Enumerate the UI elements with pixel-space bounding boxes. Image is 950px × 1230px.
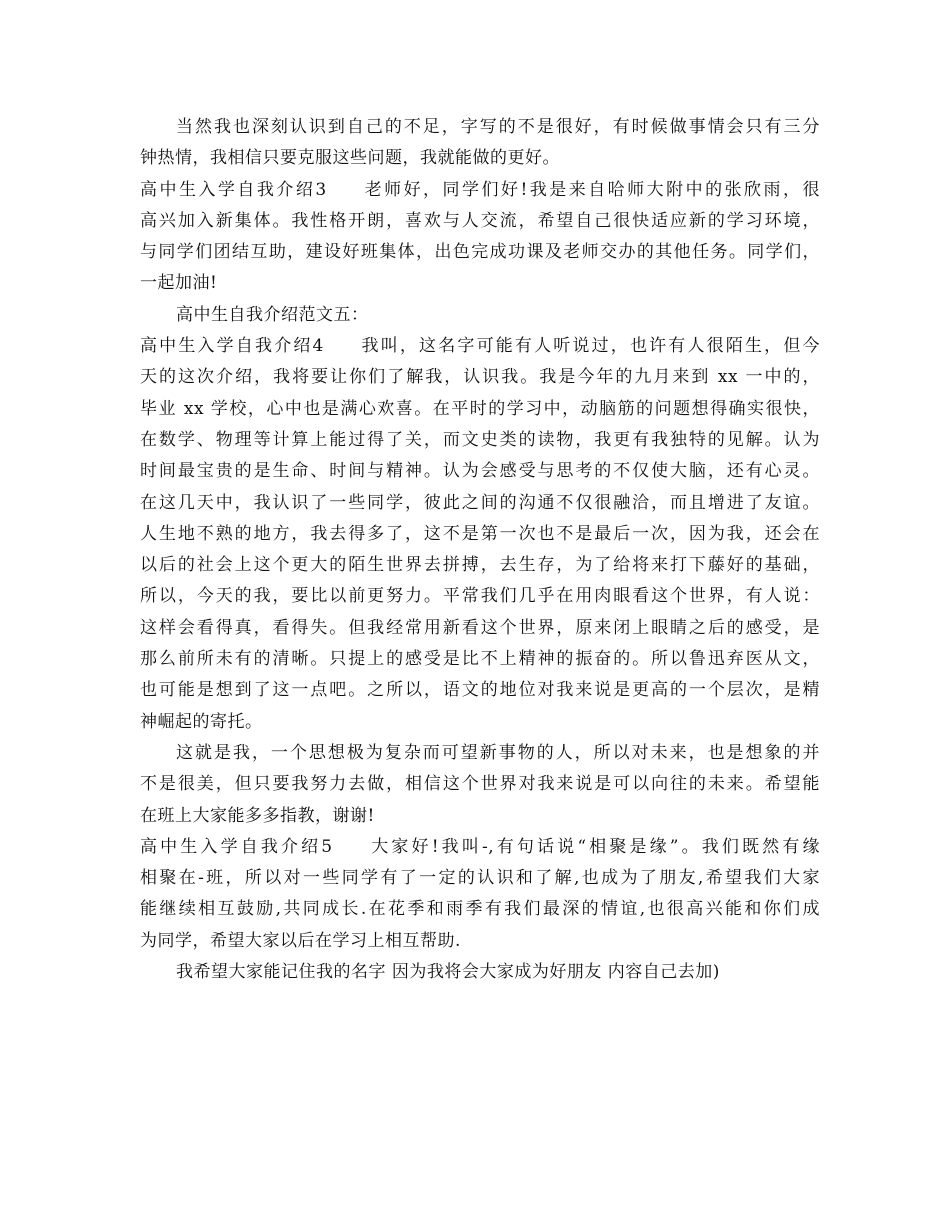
section-heading: 高中生入学自我介绍3 — [140, 179, 327, 200]
paragraph-line: 在班上大家能多多指教，谢谢! — [140, 805, 375, 826]
paragraph-line: 钟热情，我相信只要克服这些问题，我就能做的更好。 — [140, 148, 560, 169]
paragraph-line: 不是很美，但只要我努力去做，相信这个世界对我来说是可以向往的未来。希望能 — [140, 774, 820, 795]
paragraph-line: 这就是我，一个思想极为复杂而可望新事物的人，所以对未来，也是想象的并 — [176, 742, 820, 763]
paragraph-line: 能继续相互鼓励,共同成长.在花季和雨季有我们最深的情谊,也很高兴能和你们成 — [140, 899, 820, 920]
paragraph-line: 在这几天中，我认识了一些同学，彼此之间的沟通不仅很融洽，而且增进了友谊。 — [140, 492, 820, 513]
paragraph-line: 当然我也深刻认识到自己的不足，字写的不是很好，有时候做事情会只有三分 — [176, 117, 820, 137]
paragraph-line: 所以，今天的我，要比以前更努力。平常我们几乎在用肉眼看这个世界，有人说： — [140, 586, 820, 607]
paragraph-line: 毕业 xx 学校，心中也是满心欢喜。在平时的学习中，动脑筋的问题想得确实很快， — [140, 398, 820, 419]
paragraph-line: 这样会看得真，看得失。但我经常用新看这个世界，原来闭上眼睛之后的感受，是 — [140, 617, 820, 638]
paragraph-line: 高兴加入新集体。我性格开朗，喜欢与人交流，希望自己很快适应新的学习环境， — [140, 210, 820, 231]
document-page — [140, 112, 820, 988]
paragraph-line: 时间最宝贵的是生命、时间与精神。认为会感受与思考的不仅使大脑，还有心灵。 — [140, 461, 820, 482]
paragraph-line: 那么前所未有的清晰。只提上的感受是比不上精神的振奋的。所以鲁迅弃医从文， — [140, 649, 820, 670]
paragraph-line: 相聚在-班，所以对一些同学有了一定的认识和了解,也成为了朋友,希望我们大家 — [140, 868, 820, 889]
paragraph-line: 我希望大家能记住我的名字 因为我将会大家成为好朋友 内容自己去加) — [176, 962, 720, 983]
paragraph-line: 为同学，希望大家以后在学习上相互帮助. — [140, 930, 461, 951]
paragraph-line: 也可能是想到了这一点吧。之所以，语文的地位对我来说是更高的一个层次，是精 — [140, 680, 820, 701]
section-heading-line — [140, 331, 820, 362]
paragraph-line: 神崛起的寄托。 — [140, 711, 263, 732]
paragraph-text: 大家好!我叫-,有句话说“相聚是缘”。我们既然有缘 — [368, 836, 820, 857]
section-heading: 高中生入学自我介绍5 — [140, 836, 333, 857]
paragraph-text: 老师好，同学们好!我是来自哈师大附中的张欣雨，很 — [362, 179, 820, 200]
subheading: 高中生自我介绍范文五： — [176, 304, 369, 325]
section-heading: 高中生入学自我介绍4 — [140, 336, 324, 357]
paragraph-line: 与同学们团结互助，建设好班集体，出色完成功课及老师交办的其他任务。同学们， — [140, 242, 820, 263]
paragraph-line: 在数学、物理等计算上能过得了关，而文史类的读物，我更有我独特的见解。认为 — [140, 429, 820, 450]
paragraph-line: 以后的社会上这个更大的陌生世界去拼搏，去生存，为了给将来打下藤好的基础， — [140, 555, 820, 576]
paragraph-line: 天的这次介绍，我将要让你们了解我，认识我。我是今年的九月来到 xx 一中的， — [140, 367, 820, 388]
section-heading-line — [140, 175, 820, 206]
paragraph-text: 我叫，这名字可能有人听说过，也许有人很陌生，但今 — [359, 336, 820, 357]
section-heading-line — [140, 832, 820, 863]
paragraph-line: 人生地不熟的地方，我去得多了，这不是第一次也不是最后一次，因为我，还会在 — [140, 523, 820, 544]
paragraph-line: 一起加油! — [140, 273, 218, 294]
